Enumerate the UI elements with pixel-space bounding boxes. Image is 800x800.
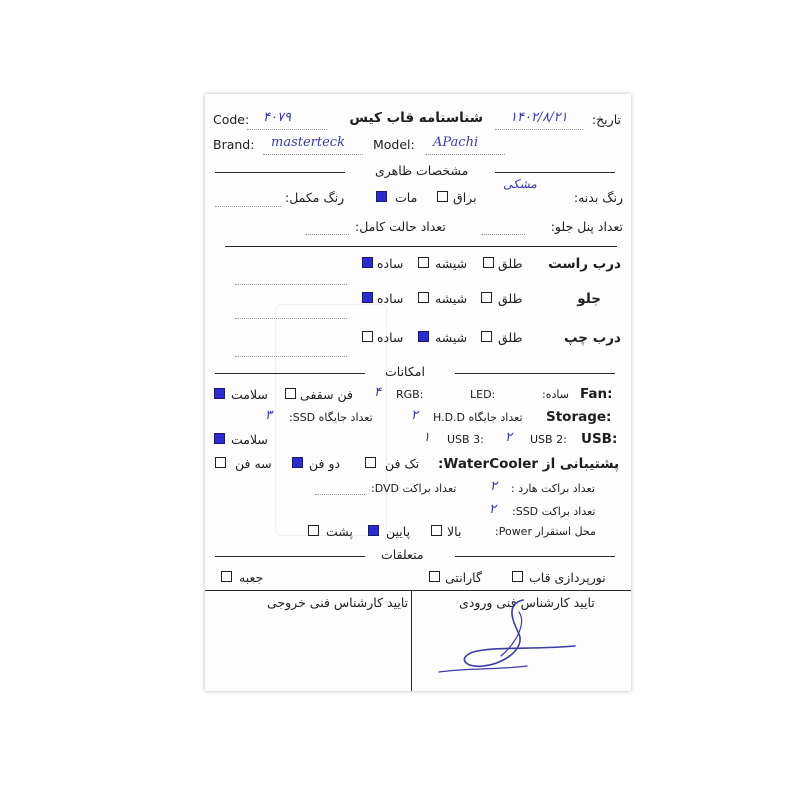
date-label: تاریخ: bbox=[591, 112, 621, 127]
front-talq-checkbox[interactable] bbox=[481, 292, 492, 303]
wc-three-fan-label: سه فن bbox=[235, 456, 272, 471]
section-features: امکانات bbox=[385, 364, 425, 379]
section-accessories: متعلقات bbox=[381, 547, 424, 562]
wc-two-fan-label: دو فن bbox=[309, 456, 341, 471]
case-identity-form bbox=[205, 94, 631, 691]
power-back-label: پشت bbox=[326, 524, 353, 539]
door-right-dots bbox=[235, 284, 347, 285]
fan-rgb-label: RGB: bbox=[396, 388, 424, 401]
wc-two-fan-checkbox[interactable] bbox=[292, 457, 303, 468]
fan-ceiling-checkbox[interactable] bbox=[285, 388, 296, 399]
full-state-dots bbox=[305, 234, 349, 235]
front-opt-talq: طلق bbox=[498, 291, 523, 306]
door-right-glass-checkbox[interactable] bbox=[418, 257, 429, 268]
door-left-dots bbox=[235, 356, 347, 357]
door-right-opt-simple: ساده bbox=[377, 256, 404, 271]
accessories-rule-left bbox=[215, 556, 365, 557]
dvd-bracket-label: تعداد براکت DVD: bbox=[371, 482, 457, 495]
ssd-slots-value: ۳ bbox=[265, 408, 272, 423]
signature-mark bbox=[435, 594, 585, 684]
complement-color-label: رنگ مکمل: bbox=[285, 190, 345, 205]
incoming-approval-label: تایید کارشناس فنی ورودی bbox=[459, 595, 595, 610]
code-label: Code: bbox=[213, 112, 250, 127]
warranty-checkbox[interactable] bbox=[429, 571, 440, 582]
fan-healthy-checkbox[interactable] bbox=[214, 388, 225, 399]
door-left-simple-checkbox[interactable] bbox=[362, 331, 373, 342]
door-left-opt-talq: طلق bbox=[498, 330, 523, 345]
usb2-value: ۲ bbox=[505, 430, 512, 445]
usb3-label: USB 3: bbox=[447, 433, 484, 446]
model-value: APachi bbox=[433, 135, 479, 150]
usb-healthy-label: سلامت bbox=[231, 432, 268, 447]
brand-dots bbox=[263, 154, 363, 155]
storage-label: Storage: bbox=[546, 409, 612, 425]
wc-three-fan-checkbox[interactable] bbox=[215, 457, 226, 468]
hdd-slots-label: تعداد جایگاه H.D.D bbox=[433, 411, 523, 424]
fan-ceiling-label: فن سقفی bbox=[300, 387, 354, 402]
brand-label: Brand: bbox=[213, 137, 255, 152]
front-label: جلو bbox=[577, 291, 601, 307]
door-left-talq-checkbox[interactable] bbox=[481, 331, 492, 342]
front-simple-checkbox[interactable] bbox=[362, 292, 373, 303]
complement-dots bbox=[215, 206, 281, 207]
code-value: ۴۰۷۹ bbox=[263, 110, 291, 125]
door-right-talq-checkbox[interactable] bbox=[483, 257, 494, 268]
full-state-label: تعداد حالت کامل: bbox=[355, 219, 446, 234]
accessories-rule-right bbox=[455, 556, 615, 557]
features-rule-right bbox=[455, 373, 615, 374]
warranty-label: گارانتی bbox=[445, 570, 482, 585]
glossy-checkbox[interactable] bbox=[437, 191, 448, 202]
watercooler-label: پشتیبانی از WaterCooler: bbox=[438, 456, 620, 472]
section-appearance: مشخصات ظاهری bbox=[375, 163, 469, 178]
front-opt-glass: شیشه bbox=[435, 291, 468, 306]
power-back-checkbox[interactable] bbox=[308, 525, 319, 536]
wc-one-fan-checkbox[interactable] bbox=[365, 457, 376, 468]
body-color-value: مشکی bbox=[503, 177, 537, 191]
door-left-glass-checkbox[interactable] bbox=[418, 331, 429, 342]
features-rule-left bbox=[215, 373, 365, 374]
door-right-opt-glass: شیشه bbox=[435, 256, 468, 271]
lighting-checkbox[interactable] bbox=[512, 571, 523, 582]
usb-healthy-checkbox[interactable] bbox=[214, 433, 225, 444]
ssd-slots-label: تعداد جایگاه SSD: bbox=[289, 411, 373, 424]
front-panel-dots bbox=[481, 234, 525, 235]
front-dots bbox=[235, 318, 347, 319]
fan-healthy-label: سلامت bbox=[231, 387, 268, 402]
usb2-label: USB 2: bbox=[530, 433, 567, 446]
matte-checkbox[interactable] bbox=[376, 191, 387, 202]
section-rule-left bbox=[215, 172, 345, 173]
hdd-bracket-value: ۲ bbox=[490, 479, 497, 494]
ssd-bracket-label: تعداد براکت SSD: bbox=[512, 505, 596, 518]
body-color-label: رنگ بدنه: bbox=[573, 190, 623, 205]
signature-top-rule bbox=[205, 590, 631, 591]
code-dots bbox=[247, 129, 327, 130]
power-top-label: بالا bbox=[447, 524, 462, 539]
date-dots bbox=[495, 129, 583, 130]
door-left-opt-glass: شیشه bbox=[435, 330, 468, 345]
box-checkbox[interactable] bbox=[221, 571, 232, 582]
box-label: جعبه bbox=[239, 570, 264, 585]
fan-label: Fan: bbox=[580, 386, 613, 402]
fan-simple-label: ساده: bbox=[542, 388, 569, 401]
power-location-label: محل استقرار Power: bbox=[495, 525, 596, 538]
front-panel-label: تعداد پنل جلو: bbox=[550, 219, 623, 234]
section-rule-right bbox=[495, 172, 615, 173]
signature-divider bbox=[411, 590, 412, 691]
ssd-bracket-value: ۲ bbox=[489, 502, 496, 517]
door-right-simple-checkbox[interactable] bbox=[362, 257, 373, 268]
power-bottom-label: پایین bbox=[386, 524, 411, 539]
door-left-label: درب چپ bbox=[564, 330, 621, 346]
front-opt-simple: ساده bbox=[377, 291, 404, 306]
date-value: ۱۴۰۲/۸/۲۱ bbox=[510, 110, 568, 125]
form-title: شناسنامه قاب کیس bbox=[349, 110, 483, 126]
lighting-label: نورپردازی قاب bbox=[529, 570, 606, 585]
power-top-checkbox[interactable] bbox=[431, 525, 442, 536]
model-dots bbox=[425, 154, 505, 155]
usb-label: USB: bbox=[581, 431, 618, 447]
hdd-slots-value: ۲ bbox=[411, 408, 418, 423]
hdd-bracket-label: تعداد براکت هارد : bbox=[511, 482, 595, 495]
outgoing-approval-label: تایید کارشناس فنی خروجی bbox=[267, 595, 409, 610]
door-left-opt-simple: ساده bbox=[377, 330, 404, 345]
dvd-bracket-dots bbox=[315, 494, 365, 495]
glossy-label: براق bbox=[453, 190, 477, 205]
fan-rgb-value: ۴ bbox=[374, 385, 381, 400]
brand-value: masterteck bbox=[271, 135, 345, 150]
power-bottom-checkbox[interactable] bbox=[368, 525, 379, 536]
appearance-rule bbox=[225, 246, 617, 247]
fan-led-label: LED: bbox=[470, 388, 496, 401]
model-label: Model: bbox=[373, 137, 415, 152]
wc-one-fan-label: تک فن bbox=[385, 456, 420, 471]
matte-label: مات bbox=[395, 190, 418, 205]
front-glass-checkbox[interactable] bbox=[418, 292, 429, 303]
usb3-value: ۱ bbox=[423, 430, 430, 445]
door-right-label: درب راست bbox=[548, 256, 621, 272]
door-right-opt-talq: طلق bbox=[498, 256, 523, 271]
